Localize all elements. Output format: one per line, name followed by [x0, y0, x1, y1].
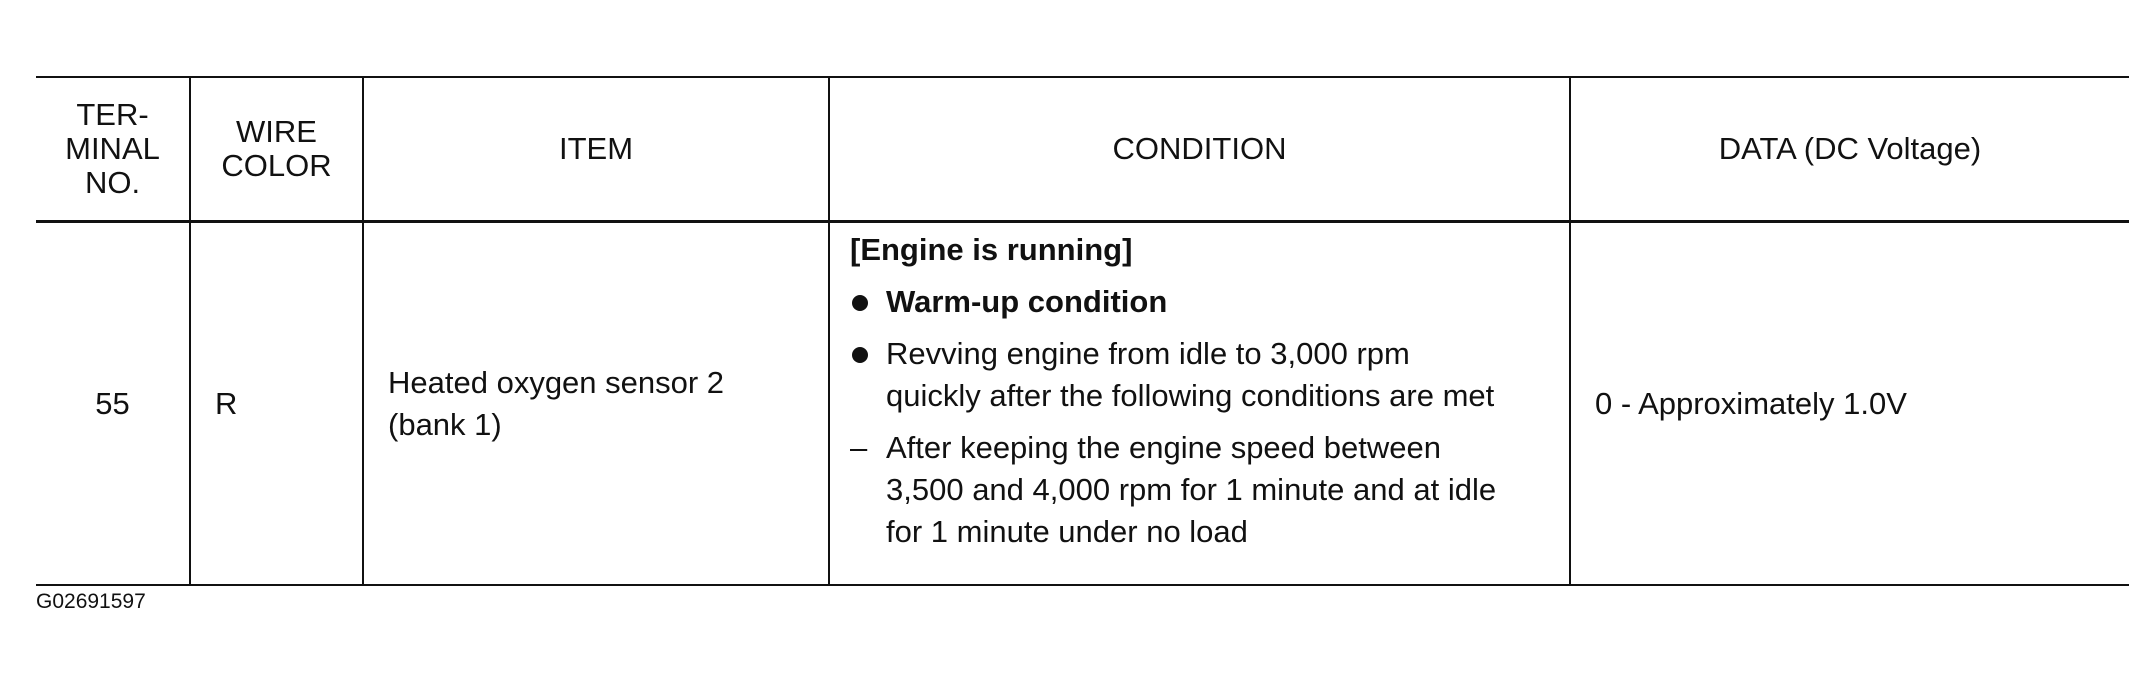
wire-color: R: [190, 222, 363, 586]
header-item: ITEM: [363, 77, 829, 222]
condition-cell: [829, 222, 1570, 586]
condition-sub-item: [850, 427, 1559, 553]
header-terminal-no: [36, 77, 190, 222]
table-row: [36, 222, 2129, 586]
condition-bullet-text: Warm-up condition: [886, 284, 1168, 319]
item-cell: [363, 222, 829, 586]
header-terminal-line: TER-: [76, 97, 149, 132]
header-wire-line: COLOR: [221, 148, 332, 183]
figure-id-caption: G02691597: [36, 590, 146, 613]
condition-sub-line: After keeping the engine speed between: [886, 430, 1441, 465]
header-row: [36, 77, 2129, 222]
condition-sub-line: 3,500 and 4,000 rpm for 1 minute and at idle: [886, 472, 1497, 507]
header-wire-line: WIRE: [236, 114, 317, 149]
header-terminal-line: MINAL: [65, 131, 160, 166]
header-wire-color: [190, 77, 363, 222]
terminal-number: 55: [95, 385, 130, 421]
bullet-icon: [852, 295, 868, 311]
item-line: (bank 1): [388, 406, 502, 442]
condition-heading: [Engine is running]: [850, 232, 1133, 267]
header-condition: CONDITION: [829, 77, 1570, 222]
terminal-data-table: [36, 76, 2129, 586]
data-value: 0 - Approximately 1.0V: [1570, 222, 2129, 586]
condition-bullet: [850, 281, 1559, 323]
dash-marker: –: [850, 430, 868, 465]
header-data: DATA (DC Voltage): [1570, 77, 2129, 222]
condition-sub-line: for 1 minute under no load: [886, 514, 1248, 549]
item-line: Heated oxygen sensor 2: [388, 364, 725, 400]
condition-bullet: [850, 333, 1559, 417]
header-terminal-line: NO.: [84, 165, 141, 200]
condition-bullet-line: quickly after the following conditions are met: [886, 378, 1495, 413]
condition-bullet-line: Revving engine from idle to 3,000 rpm: [886, 336, 1410, 371]
bullet-icon: [852, 347, 868, 363]
